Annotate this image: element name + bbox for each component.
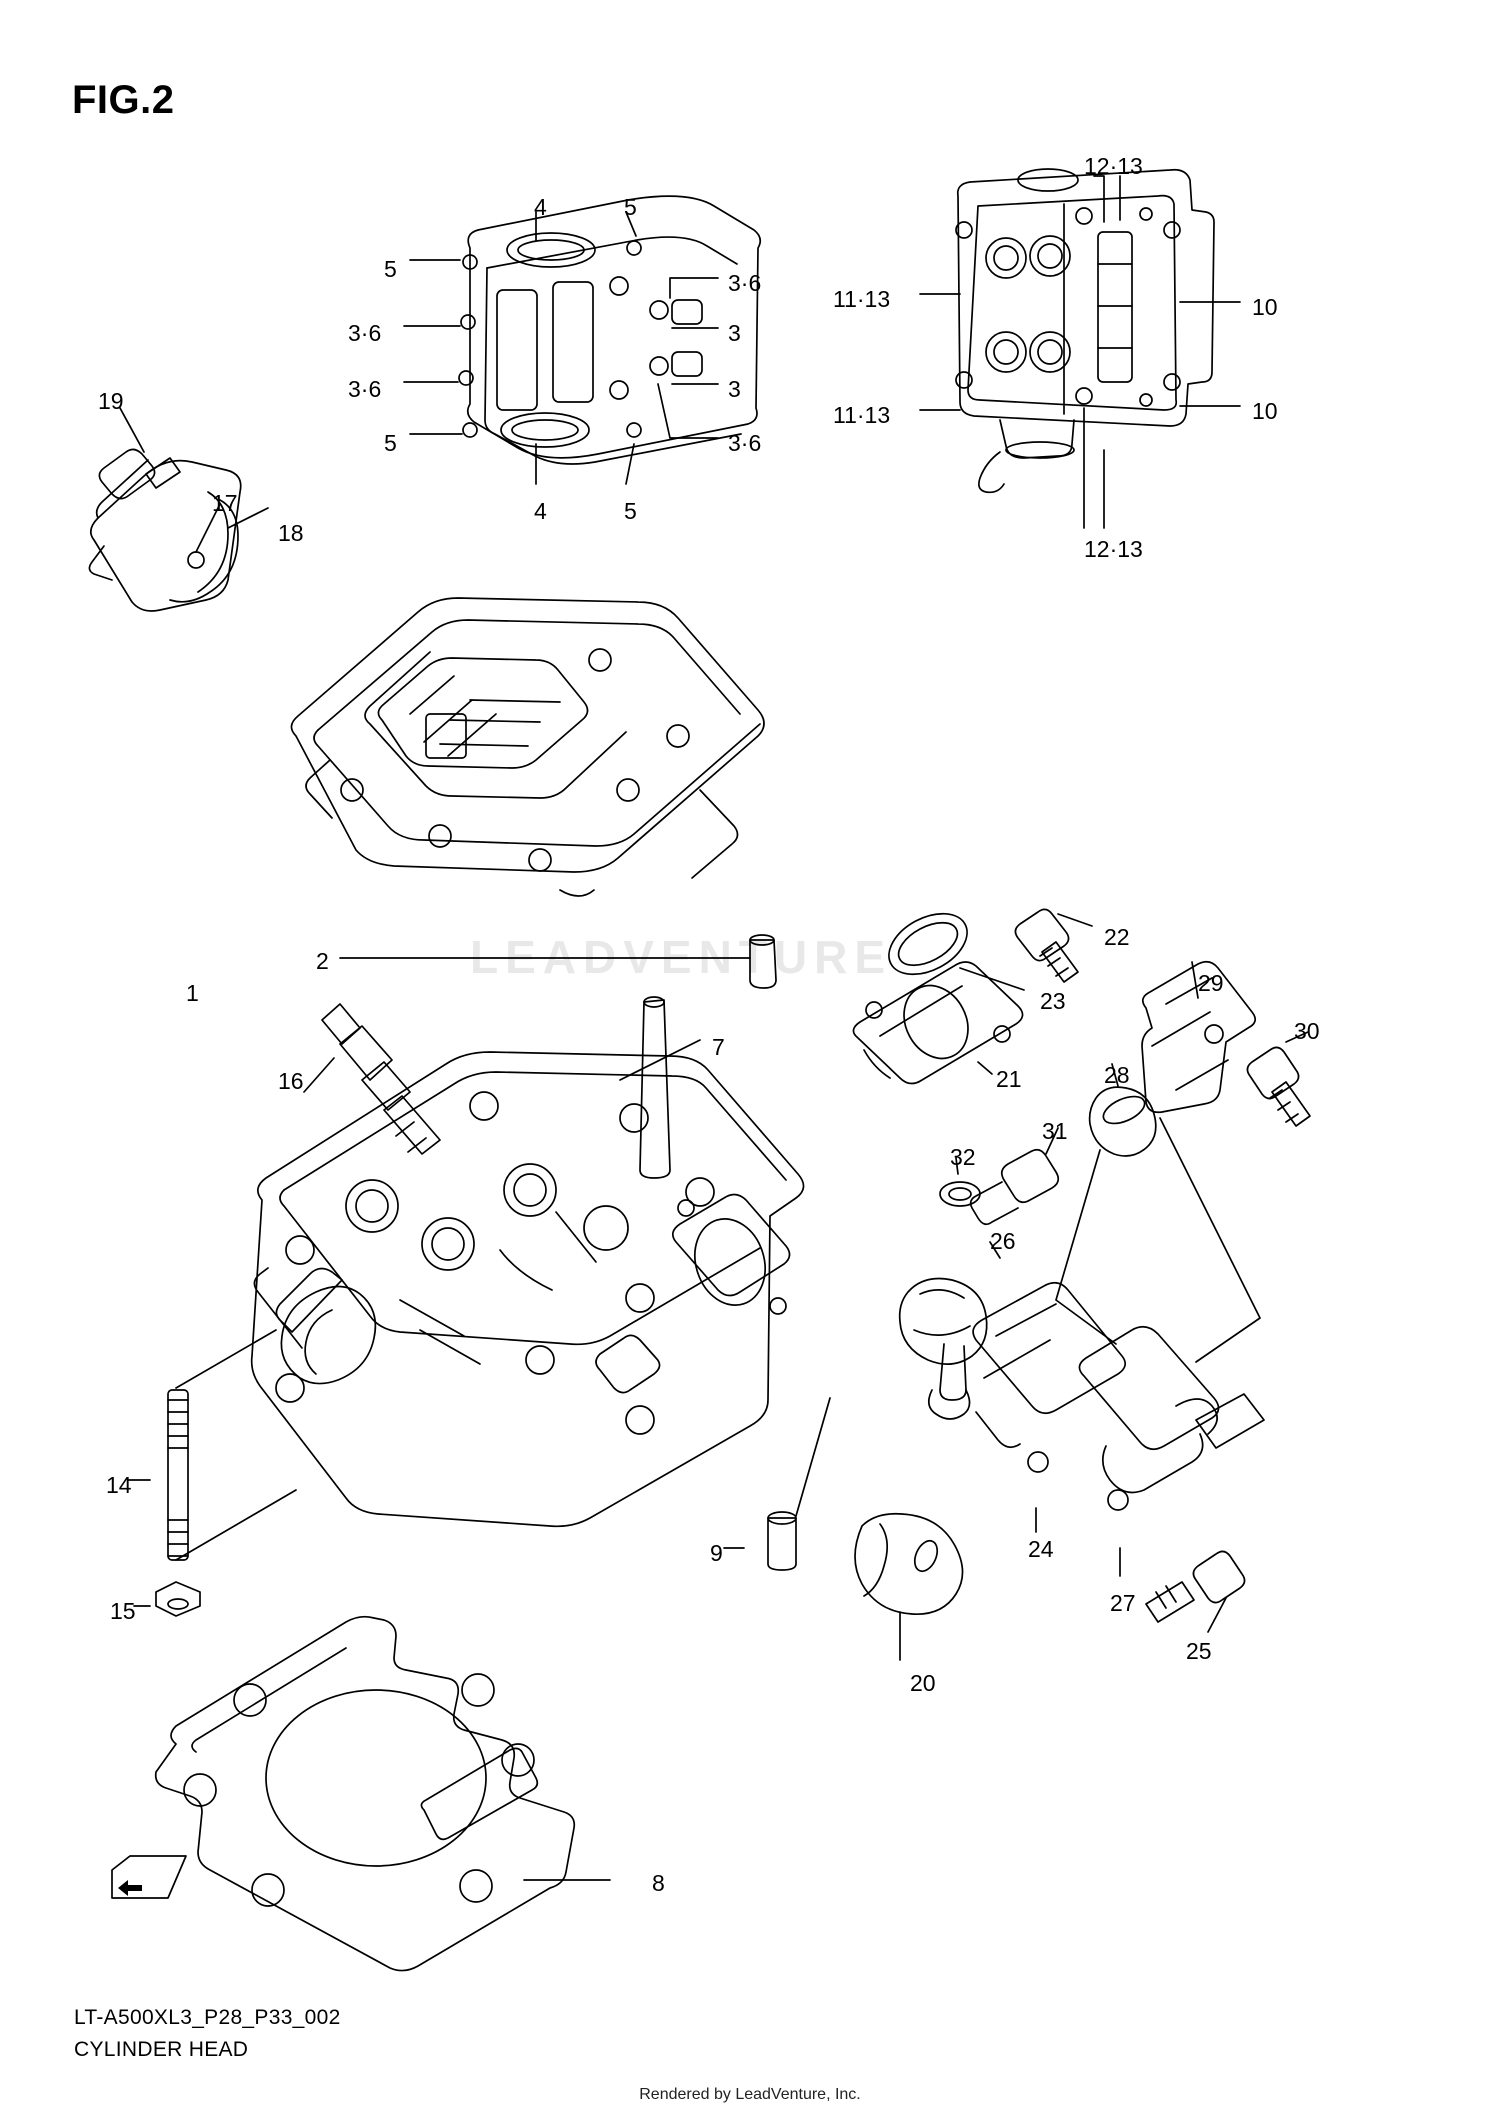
callout-31: 31 [1042,1118,1068,1144]
callout-3-6: 3·6 [728,430,762,456]
callout-30: 30 [1294,1018,1320,1044]
part-25-bolt [1146,1551,1245,1632]
part-1-head-cover [291,598,764,896]
callout-24: 24 [1028,1536,1054,1562]
head-top-view [920,169,1240,528]
callout-4: 4 [534,498,547,524]
top-plate-assembly [404,196,760,484]
callout-21: 21 [996,1066,1022,1092]
callout-26: 26 [990,1228,1016,1254]
callout-2: 2 [316,948,329,974]
part-28-spacer [1056,1064,1260,1362]
part-9-bushing [724,1398,830,1570]
callout-5: 5 [624,498,637,524]
callout-23: 23 [1040,988,1066,1014]
callout-8: 8 [652,1870,665,1896]
callout-12-13: 12·13 [1084,536,1143,562]
part-8-head-gasket [156,1617,610,1971]
part-19-bolt [99,408,180,499]
callout-18: 18 [278,520,304,546]
callout-32: 32 [950,1144,976,1170]
callout-1: 1 [186,980,199,1006]
part-24-thermostat-case [973,1283,1125,1532]
callout-5: 5 [384,256,397,282]
part-20-cap [855,1514,963,1660]
callout-5: 5 [384,430,397,456]
callout-4: 4 [534,194,547,220]
part-22-bolt [1015,909,1092,982]
part-27-outlet [1079,1327,1264,1576]
figure-name: CYLINDER HEAD [74,2038,249,2061]
callout-14: 14 [106,1472,132,1498]
callout-25: 25 [1186,1638,1212,1664]
callout-3: 3 [728,320,741,346]
callout-3-6: 3·6 [348,320,382,346]
part-15-nut [134,1582,200,1616]
callout-11-13: 11·13 [833,402,891,428]
watermark-text: LEADVENTURE [470,931,893,983]
callout-28: 28 [1104,1062,1130,1088]
figure-title: FIG.2 [72,78,175,122]
part-16-spark-plug [304,1004,440,1154]
callout-3-6: 3·6 [348,376,382,402]
callout-10: 10 [1252,294,1278,320]
callout-27: 27 [1110,1590,1136,1616]
part-7-shaft [620,997,700,1178]
callout-20: 20 [910,1670,936,1696]
part-14-stud [128,1330,296,1560]
callout-9: 9 [710,1540,723,1566]
callout-7: 7 [712,1034,725,1060]
figure-code: LT-A500XL3_P28_P33_002 [74,2006,341,2029]
render-credit: Rendered by LeadVenture, Inc. [639,2086,861,2103]
callout-3-6: 3·6 [728,270,762,296]
part-1-cylinder-head-body [252,1052,804,1526]
part-30-bolt [1247,1032,1310,1126]
callout-5: 5 [624,194,637,220]
part-23-oring [879,901,1024,990]
callout-22: 22 [1104,924,1130,950]
callout-19: 19 [98,388,124,414]
callout-29: 29 [1198,970,1224,996]
fwd-marker [112,1856,186,1898]
callout-12-13: 12·13 [1084,153,1143,179]
callout-3: 3 [728,376,741,402]
callout-15: 15 [110,1598,136,1624]
part-17-18-cover [89,460,268,611]
callout-11-13: 11·13 [833,286,891,312]
callout-17: 17 [212,490,238,516]
part-26-thermostat [900,1242,1000,1419]
callout-10: 10 [1252,398,1278,424]
callout-16: 16 [278,1068,304,1094]
